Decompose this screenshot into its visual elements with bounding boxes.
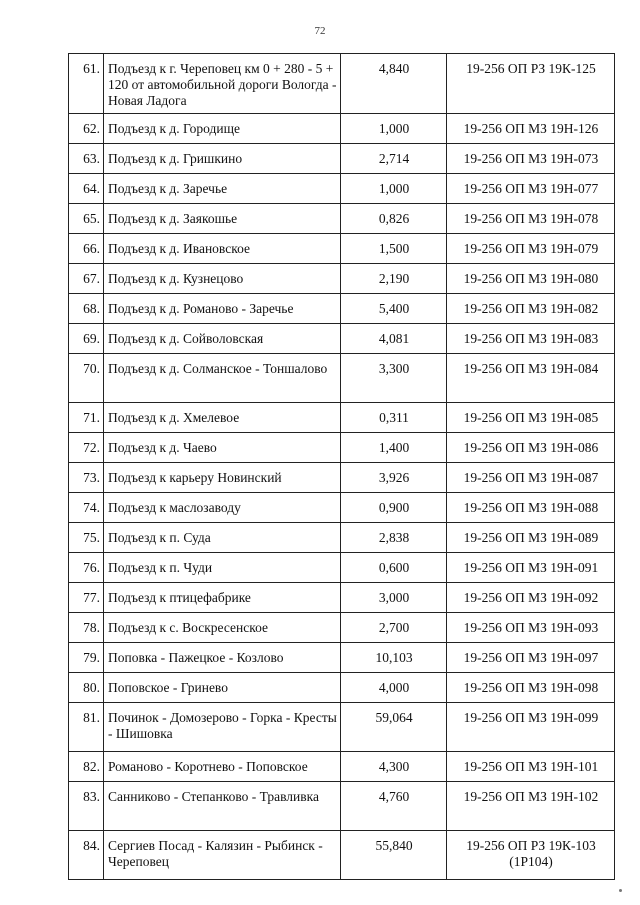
road-name: Подъезд к птицефабрике xyxy=(104,583,341,613)
table-row xyxy=(69,403,615,433)
road-length: 55,840 xyxy=(341,831,447,880)
table-row xyxy=(69,831,615,880)
road-code: 19-256 ОП МЗ 19Н-089 xyxy=(447,523,615,553)
road-code: 19-256 ОП МЗ 19Н-087 xyxy=(447,463,615,493)
road-code: 19-256 ОП МЗ 19Н-085 xyxy=(447,403,615,433)
road-length: 1,400 xyxy=(341,433,447,463)
row-number: 61. xyxy=(69,54,104,114)
road-name: Сергиев Посад - Калязин - Рыбинск - Череповец xyxy=(104,831,341,880)
road-code: 19-256 ОП МЗ 19Н-088 xyxy=(447,493,615,523)
road-length: 1,000 xyxy=(341,174,447,204)
road-code: 19-256 ОП МЗ 19Н-091 xyxy=(447,553,615,583)
road-code: 19-256 ОП МЗ 19Н-086 xyxy=(447,433,615,463)
road-code: 19-256 ОП МЗ 19Н-083 xyxy=(447,324,615,354)
row-number: 65. xyxy=(69,204,104,234)
road-name: Подъезд к д. Заречье xyxy=(104,174,341,204)
road-length: 0,900 xyxy=(341,493,447,523)
road-name: Подъезд к д. Чаево xyxy=(104,433,341,463)
road-name: Поповское - Гринево xyxy=(104,673,341,703)
table-row xyxy=(69,54,615,114)
row-number: 76. xyxy=(69,553,104,583)
row-number: 69. xyxy=(69,324,104,354)
road-name: Подъезд к маслозаводу xyxy=(104,493,341,523)
road-length: 0,311 xyxy=(341,403,447,433)
road-name: Подъезд к д. Солманское - Тоншалово xyxy=(104,354,341,403)
road-name: Подъезд к д. Городище xyxy=(104,114,341,144)
row-number: 63. xyxy=(69,144,104,174)
road-code: 19-256 ОП МЗ 19Н-079 xyxy=(447,234,615,264)
table-row xyxy=(69,294,615,324)
road-length: 5,400 xyxy=(341,294,447,324)
road-length: 1,000 xyxy=(341,114,447,144)
road-length: 1,500 xyxy=(341,234,447,264)
row-number: 66. xyxy=(69,234,104,264)
table-row xyxy=(69,493,615,523)
road-code: 19-256 ОП МЗ 19Н-077 xyxy=(447,174,615,204)
road-length: 4,760 xyxy=(341,782,447,831)
road-code: 19-256 ОП МЗ 19Н-099 xyxy=(447,703,615,752)
road-code: 19-256 ОП МЗ 19Н-093 xyxy=(447,613,615,643)
road-length: 3,300 xyxy=(341,354,447,403)
road-name: Романово - Коротнево - Поповское xyxy=(104,752,341,782)
road-name: Подъезд к карьеру Новинский xyxy=(104,463,341,493)
road-length: 4,300 xyxy=(341,752,447,782)
road-name: Подъезд к г. Череповец км 0 + 280 - 5 + 120 от автомобильной дороги Вологда - Новая Ладога xyxy=(104,54,341,114)
road-length: 59,064 xyxy=(341,703,447,752)
table-row xyxy=(69,114,615,144)
road-length: 10,103 xyxy=(341,643,447,673)
row-number: 84. xyxy=(69,831,104,880)
table-row xyxy=(69,264,615,294)
row-number: 77. xyxy=(69,583,104,613)
road-length: 4,081 xyxy=(341,324,447,354)
road-length: 2,838 xyxy=(341,523,447,553)
road-code: 19-256 ОП МЗ 19Н-126 xyxy=(447,114,615,144)
road-name: Починок - Домозерово - Горка - Кресты - Шишовка xyxy=(104,703,341,752)
road-length: 2,190 xyxy=(341,264,447,294)
road-name: Санниково - Степанково - Травливка xyxy=(104,782,341,831)
table-row xyxy=(69,782,615,831)
road-code: 19-256 ОП МЗ 19Н-102 xyxy=(447,782,615,831)
road-code: 19-256 ОП МЗ 19Н-097 xyxy=(447,643,615,673)
table-row xyxy=(69,463,615,493)
road-length: 2,700 xyxy=(341,613,447,643)
road-code: 19-256 ОП РЗ 19К-125 xyxy=(447,54,615,114)
table-row xyxy=(69,553,615,583)
road-name: Подъезд к д. Хмелевое xyxy=(104,403,341,433)
scan-dot xyxy=(619,889,622,892)
row-number: 62. xyxy=(69,114,104,144)
row-number: 80. xyxy=(69,673,104,703)
table-row xyxy=(69,204,615,234)
road-code: 19-256 ОП МЗ 19Н-084 xyxy=(447,354,615,403)
row-number: 83. xyxy=(69,782,104,831)
table-row xyxy=(69,433,615,463)
row-number: 70. xyxy=(69,354,104,403)
road-name: Подъезд к д. Гришкино xyxy=(104,144,341,174)
table-row xyxy=(69,324,615,354)
table-row xyxy=(69,234,615,264)
page-number: 72 xyxy=(314,25,326,37)
road-name: Подъезд к п. Чуди xyxy=(104,553,341,583)
row-number: 79. xyxy=(69,643,104,673)
road-length: 2,714 xyxy=(341,144,447,174)
row-number: 73. xyxy=(69,463,104,493)
table-row xyxy=(69,354,615,403)
road-code: 19-256 ОП МЗ 19Н-092 xyxy=(447,583,615,613)
road-code: 19-256 ОП МЗ 19Н-082 xyxy=(447,294,615,324)
row-number: 75. xyxy=(69,523,104,553)
road-length: 0,826 xyxy=(341,204,447,234)
table-row xyxy=(69,673,615,703)
road-code: 19-256 ОП МЗ 19Н-101 xyxy=(447,752,615,782)
roads-table-body xyxy=(69,54,615,880)
road-code: 19-256 ОП МЗ 19Н-073 xyxy=(447,144,615,174)
road-code: 19-256 ОП МЗ 19Н-078 xyxy=(447,204,615,234)
row-number: 82. xyxy=(69,752,104,782)
table-row xyxy=(69,703,615,752)
row-number: 68. xyxy=(69,294,104,324)
table-row xyxy=(69,144,615,174)
road-name: Подъезд к д. Заякошье xyxy=(104,204,341,234)
road-length: 4,840 xyxy=(341,54,447,114)
road-length: 3,926 xyxy=(341,463,447,493)
row-number: 64. xyxy=(69,174,104,204)
road-name: Подъезд к п. Суда xyxy=(104,523,341,553)
table-row xyxy=(69,613,615,643)
row-number: 81. xyxy=(69,703,104,752)
road-name: Подъезд к д. Ивановское xyxy=(104,234,341,264)
road-code: 19-256 ОП МЗ 19Н-080 xyxy=(447,264,615,294)
road-name: Подъезд к д. Сойволовская xyxy=(104,324,341,354)
table-row xyxy=(69,643,615,673)
table-row xyxy=(69,523,615,553)
table-row xyxy=(69,583,615,613)
row-number: 72. xyxy=(69,433,104,463)
road-length: 4,000 xyxy=(341,673,447,703)
table-row xyxy=(69,174,615,204)
road-name: Подъезд к д. Романово - Заречье xyxy=(104,294,341,324)
road-name: Подъезд к д. Кузнецово xyxy=(104,264,341,294)
road-length: 0,600 xyxy=(341,553,447,583)
table-row xyxy=(69,752,615,782)
row-number: 71. xyxy=(69,403,104,433)
road-name: Подъезд к с. Воскресенское xyxy=(104,613,341,643)
road-name: Поповка - Пажецкое - Козлово xyxy=(104,643,341,673)
road-length: 3,000 xyxy=(341,583,447,613)
road-code: 19-256 ОП МЗ 19Н-098 xyxy=(447,673,615,703)
row-number: 78. xyxy=(69,613,104,643)
row-number: 67. xyxy=(69,264,104,294)
road-code: 19-256 ОП РЗ 19К-103 (1Р104) xyxy=(447,831,615,880)
row-number: 74. xyxy=(69,493,104,523)
roads-table xyxy=(68,53,615,880)
